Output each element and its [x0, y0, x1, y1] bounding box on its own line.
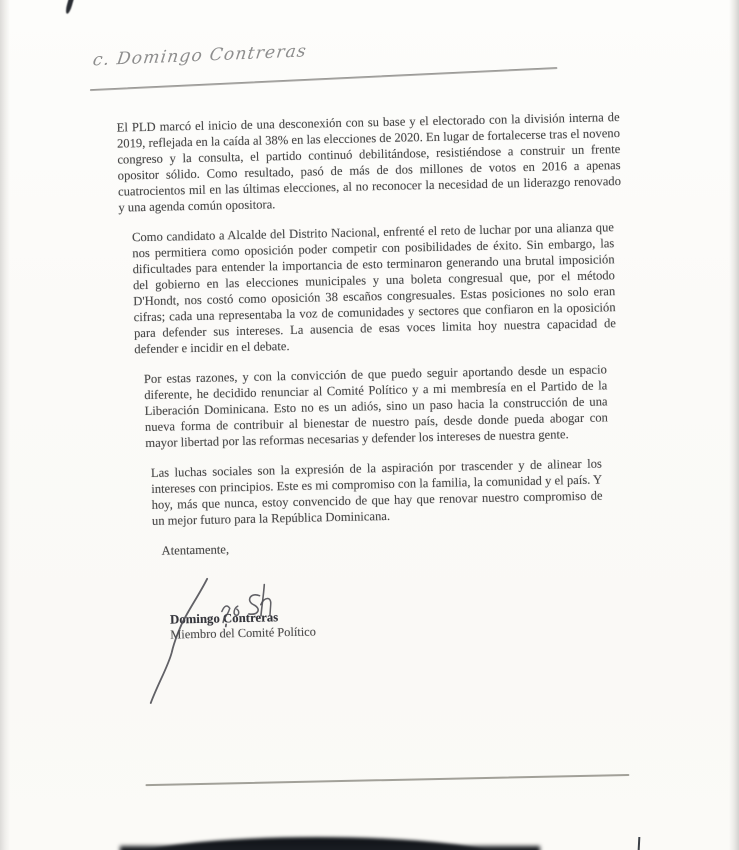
- paragraph-candidato-alianza: Como candidato a Alcalde del Distrito Nacional, enfrenté el reto de luchar por una alianza que nos permitiera como oposición poder competir con posibilidades de éxito. Sin embargo, las dificultades para entender la importancia de esto terminaron generando una brutal imposición del gobierno en las elecciones municipales y una boleta congresual que, por el método D'Hondt, nos costó como oposición 38 escaños congresuales. Estas posiciones no solo eran cifras; cada una representaba la voz de comunidades y sectores que confiaron en la oposición para defender sus intereses. La ausencia de esas voces limita hoy nuestra capacidad de defender e incidir en el debate.: [131, 220, 617, 357]
- closing-salutation: Atentamente,: [161, 542, 230, 558]
- signer-name: Domingo Contreras: [169, 610, 279, 627]
- signer-title: Miembro del Comité Político: [170, 624, 317, 642]
- letterhead-rule: [90, 67, 558, 91]
- photo-artifact-bottom-shadow-edge: [120, 846, 540, 850]
- handwritten-signature: [130, 568, 303, 712]
- letter-body: [117, 109, 629, 573]
- paragraph-pld-desconexion: El PLD marcó el inicio de una desconexión con su base y el electorado con la división interna de 2019, reflejada en la caída al 38% en las elecciones de 2020. En lugar de fortalecerse tras el noveno congreso y la consulta, el partido continuó debilitándose, resistiéndose a construir un frente opositor sólido. Como resultado, pasó de más de dos millones de votos en 2016 a apenas cuatrocientos mil en las últimas elecciones, al no reconocer la necesidad de un liderazgo renovado y una agenda común opositora.: [116, 110, 622, 215]
- paragraph-luchas-sociales: Las luchas sociales son la expresión de la aspiración por trascender y de alinear los intereses con principios. Este es mi compromiso con la familia, la comunidad y el país. Y hoy, más que nunca, estoy convencido de que hay que renovar nuestro compromiso de un mejor futuro para la República Dominicana.: [150, 456, 603, 528]
- photo-artifact-pen-tick: [638, 837, 641, 850]
- letterhead-script-name: c. Domingo Contreras: [91, 41, 309, 71]
- footer-rule: [145, 774, 629, 786]
- paragraph-renuncia: Por estas razones, y con la convicción de que puedo seguir aportando desde un espacio diferente, he decidido renunciar al Comité Político y a mi membresía en el Partido de la Liberación Dominicana. Esto no es un adiós, sino un paso hacia la construcción de una nueva forma de contribuir al bienestar de nuestro país, desde donde pueda abogar con mayor libertad por las reformas necesarias y defender los intereses de nuestra gente.: [143, 362, 609, 451]
